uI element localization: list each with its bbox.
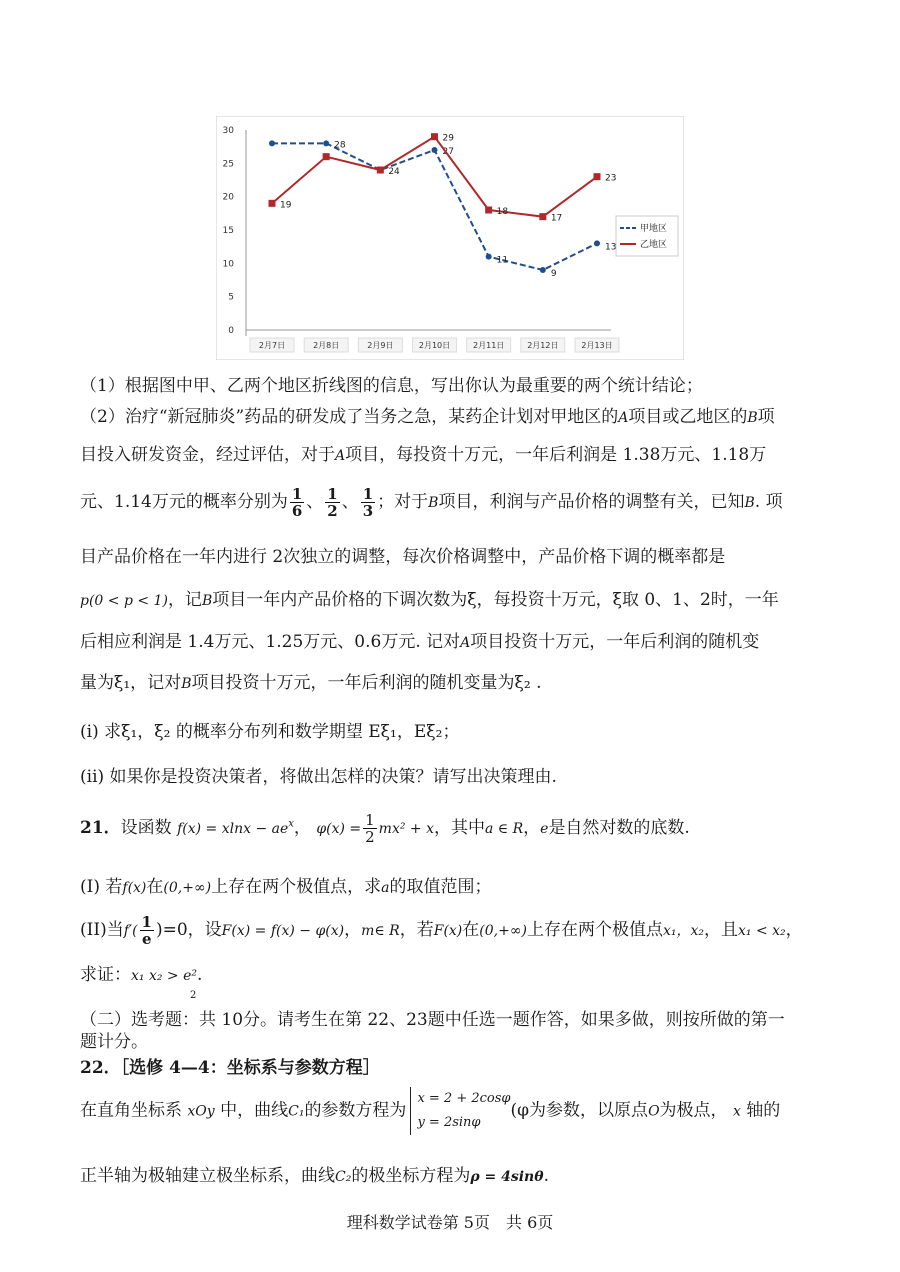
fraction-1-3: $\frac{1}{3}$ — [362, 485, 374, 520]
data-label: 18 — [496, 207, 509, 217]
data-label: 17 — [550, 213, 563, 224]
data-point-yi — [377, 167, 384, 174]
q22-header: 22．［选修 4—4：坐标系与参数方程］ — [80, 1058, 380, 1078]
data-point-jia — [432, 147, 438, 153]
x-tick-label: 2月11日 — [473, 341, 505, 350]
y-tick-label: 5 — [228, 292, 234, 303]
data-label: 27 — [442, 147, 454, 157]
q20-part1: （1）根据图中甲、乙两个地区折线图的信息，写出你认为最重要的两个统计结论； — [80, 376, 703, 396]
q20-part2-line5: p(0 < p < 1)，记B项目一年内产品价格的下调次数为ξ，每投资十万元，ξ取 0、1、2时，一年 — [80, 590, 779, 610]
data-point-yi — [323, 153, 330, 160]
chart-svg — [216, 116, 684, 360]
stray-subscript: 2 — [190, 990, 197, 1001]
q21-part1: (I) 若f(x)在(0,+∞)上存在两个极值点，求a的取值范围； — [80, 877, 492, 897]
q20-sub-ii: (ii) 如果你是投资决策者，将做出怎样的决策？请写出决策理由. — [80, 767, 557, 787]
data-point-jia — [269, 140, 275, 146]
data-label: 11 — [496, 255, 509, 266]
y-tick-label: 20 — [222, 192, 234, 203]
data-point-yi — [539, 213, 546, 220]
data-label: 9 — [550, 269, 557, 279]
q20-part2-line7: 量为ξ₁，记对B项目投资十万元，一年后利润的随机变量为ξ₂ . — [80, 673, 542, 693]
fraction-1-e: $\frac{1}{e}$ — [141, 913, 152, 948]
data-point-yi — [431, 133, 438, 140]
q21-part2: (II)当f′( $\frac{1}{e}$ )=0，设F(x) = f(x) − φ(x)，m∈ R，若F(x)在(0,+∞)上存在两个极值点x₁，x₂，且x₁ < x₂， — [80, 913, 803, 948]
x-tick-label: 2月10日 — [418, 341, 451, 350]
data-point-jia — [486, 254, 492, 260]
y-tick-label: 0 — [228, 326, 234, 336]
q20-sub-i: (i) 求ξ₁，ξ₂ 的概率分布列和数学期望 Eξ₁，Eξ₂； — [80, 722, 460, 742]
x-tick-label: 2月13日 — [581, 341, 613, 350]
x-tick-label: 2月12日 — [527, 341, 559, 350]
legend-label: 甲地区 — [640, 224, 668, 234]
q21-prove: 求证：x₁ x₂ > e². — [80, 965, 203, 985]
y-tick-label: 10 — [222, 259, 234, 270]
x-tick-label: 2月7日 — [258, 341, 286, 350]
data-point-jia — [540, 267, 546, 273]
page-footer: 理科数学试卷第 5页 共 6页 — [346, 1213, 554, 1232]
data-point-yi — [485, 207, 492, 214]
elective-line2: 题计分。 — [80, 1032, 148, 1052]
x-tick-label: 2月9日 — [367, 341, 394, 350]
data-label: 29 — [442, 133, 454, 144]
elective-line1: （二）选考题：共 10分。请考生在第 22、23题中任选一题作答，如果多做，则按所做的第一 — [80, 1010, 785, 1030]
q20-part2-line3: 元、1.14万元的概率分别为 $\frac{1}{6}$ 、 $\frac{1}{2}$ 、 $\frac{1}{3}$ ；对于B项目，利润与产品价格的调整有关，已知B. 项 — [80, 485, 783, 520]
q20-part2-line6: 后相应利润是 1.4万元、1.25万元、0.6万元. 记对A项目投资十万元，一年后利润的随机变 — [80, 632, 760, 652]
data-point-jia — [594, 240, 600, 246]
data-point-yi — [594, 173, 601, 180]
line-chart — [216, 116, 684, 360]
q22-line2: 正半轴为极轴建立极坐标系，曲线C₂的极坐标方程为ρ = 4sinθ. — [80, 1166, 549, 1186]
data-label: 19 — [280, 200, 292, 211]
legend-label: 乙地区 — [640, 240, 668, 250]
data-point-jia — [323, 140, 329, 146]
q20-part2-line1: （2）治疗“新冠肺炎”药品的研发成了当务之急，某药企计划对甲地区的A项目或乙地区的B项 — [80, 407, 775, 427]
fraction-1-2-phi: $\frac{1}{2}$ — [365, 811, 375, 846]
q20-part2-line4: 目产品价格在一年内进行 2次独立的调整，每次价格调整中，产品价格下调的概率都是 — [80, 547, 726, 567]
y-tick-label: 25 — [222, 159, 234, 170]
q21-stem: 21．设函数 $f(x) = xlnx - ae^x$， φ(x) = $\frac{1}{2}$ mx² + x，其中a ∈ R，e是自然对数的底数. — [80, 811, 690, 846]
data-label: 13 — [605, 242, 617, 253]
q22-line1: 在直角坐标系 xOy 中，曲线C₁的参数方程为 x = 2 + 2cosφ y = 2sinφ (φ为参数，以原点O为极点， x 轴的 — [80, 1087, 830, 1135]
legend-box — [616, 216, 678, 256]
q20-part2-line2: 目投入研发资金，经过评估，对于A项目，每投资十万元，一年后利润是 1.38万元、1.18万 — [80, 445, 767, 465]
x-tick-label: 2月8日 — [313, 341, 340, 350]
fraction-1-6: $\frac{1}{6}$ — [291, 485, 303, 520]
y-tick-label: 30 — [222, 126, 234, 136]
y-tick-label: 15 — [222, 226, 234, 236]
data-label: 28 — [334, 140, 346, 151]
parametric-system: x = 2 + 2cosφ y = 2sinφ — [410, 1087, 510, 1135]
fraction-1-2: $\frac{1}{2}$ — [327, 485, 338, 520]
data-point-yi — [269, 200, 276, 207]
data-label: 23 — [605, 173, 617, 184]
data-label: 24 — [388, 167, 400, 177]
